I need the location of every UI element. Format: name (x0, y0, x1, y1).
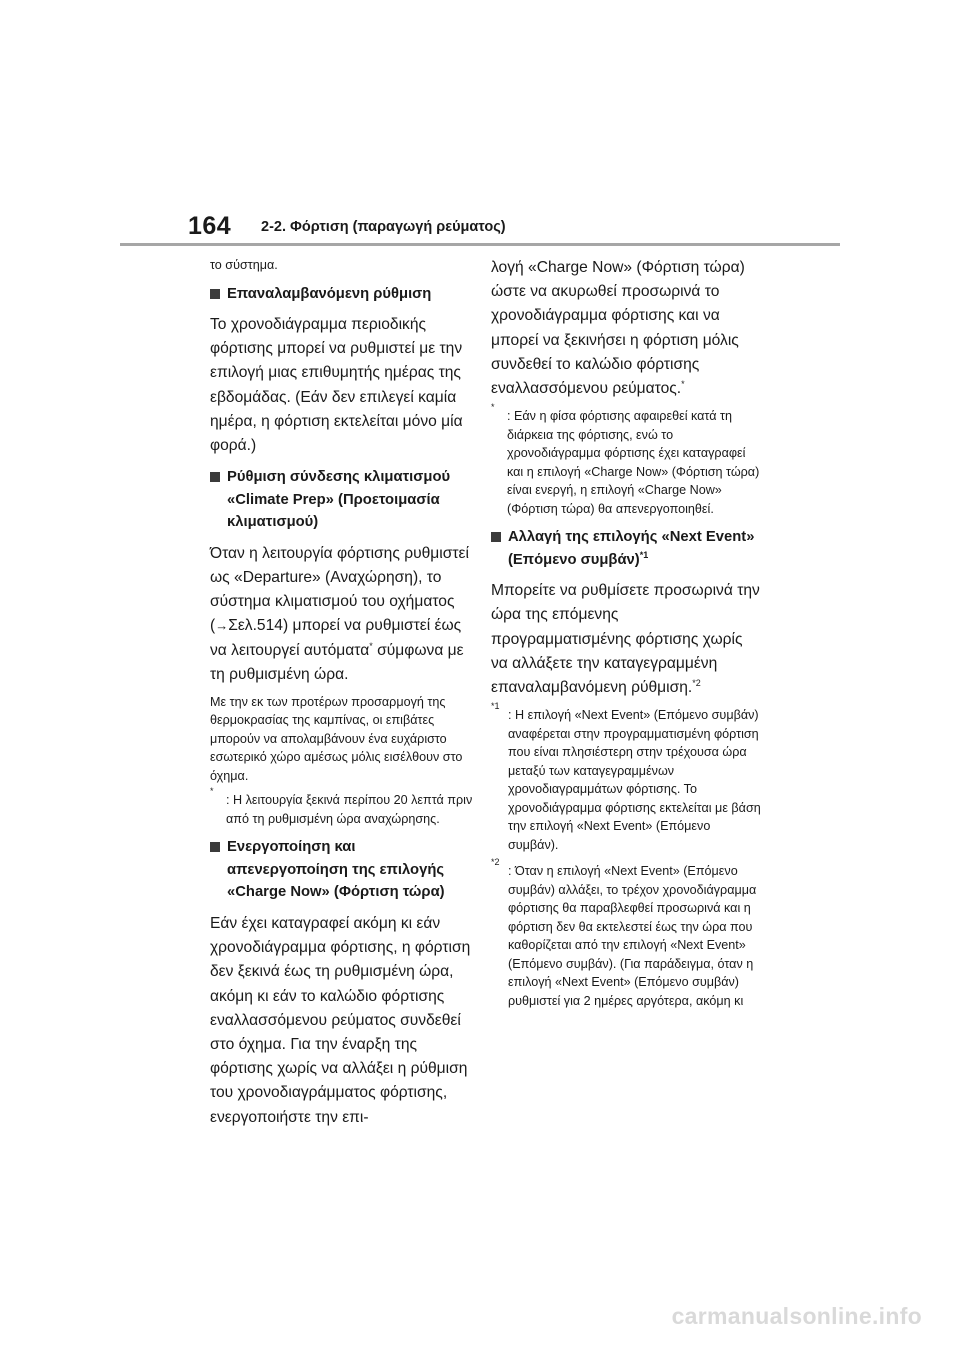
square-bullet-icon (491, 532, 501, 542)
footnote-text: : Εάν η φίσα φόρτισης αφαιρεθεί κατά τη διάρκεια της φόρτισης, ενώ το χρονοδιάγραμμα φόρτισης έχει καταγραφεί και η επιλογή «Charge Now» (Φόρτιση τώρα) είναι ενεργή, η επιλογή «Charge Now» (Φόρτιση τώρα) θα απενεργοποιηθεί. (507, 409, 760, 516)
heading-text: Επαναλαμβανόμενη ρύθμιση (227, 285, 432, 302)
footnote-text: : Όταν η επιλογή «Next Event» (Επόμενο συμβάν) αλλάξει, το τρέχον χρονοδιάγραμμα φόρτισης θα παραβλεφθεί προσωρινά και η φόρτιση δεν θα εκτελεστεί έως την ώρα που καθορίζεται από την επιλογή «Next Event» (Επόμενο συμβάν). (Για παράδειγμα, όταν η επιλογή «Next Event» (Επόμενο συμβάν) ρυθμιστεί για 2 ημέρες αργότερα, ακόμη κι (508, 864, 757, 1008)
text-segment: σύμφωνα με τη ρυθμισμένη ώρα. (210, 641, 464, 683)
heading-next-event (491, 526, 761, 571)
intro-text: το σύστημα. (210, 258, 278, 272)
square-bullet-icon (210, 842, 220, 852)
heading-text: Αλλαγή της επιλογής «Next Event» (Επόμενο συμβάν) (508, 529, 755, 568)
footnote-text: : Η λειτουργία ξεκινά περίπου 20 λεπτά πριν από τη ρυθμισμένη ώρα αναχώρησης. (226, 793, 473, 826)
footnote-marker: * (369, 640, 373, 651)
text-segment: ) μπορεί να ρυθμιστεί έως να λειτουργεί αυτόματα (210, 617, 462, 659)
footnote-marker: *2 (692, 677, 701, 688)
footnote-2: *2 : Όταν η επιλογή «Next Event» (Επόμενο συμβάν) αλλάξει, το τρέχον χρονοδιάγραμμα φόρτισης θα παραβλεφθεί προσωρινά και η φόρτιση δεν θα εκτελεστεί έως την ώρα που καθορίζεται από την επιλογή «Next Event» (Επόμενο συμβάν). (Για παράδειγμα, όταν η επιλογή «Next Event» (Επόμενο συμβάν) ρυθμιστεί για 2 ημέρες αργότερα, ακόμη κι (491, 857, 757, 1008)
text-segment: Μπορείτε να ρυθμίσετε προσωρινά την ώρα της επόμενης προγραμματισμένης φόρτισης χωρίς να αλλάξετε την καταγεγραμμένη επαναλαμβανόμενη ρύθμιση. (491, 582, 760, 697)
arrow-right-icon: → (215, 618, 229, 634)
footnote: * : Εάν η φίσα φόρτισης αφαιρεθεί κατά τη διάρκεια της φόρτισης, ενώ το χρονοδιάγραμμα φόρτισης έχει καταγραφεί και η επιλογή «Charge Now» (Φόρτιση τώρα) είναι ενεργή, η επιλογή «Charge Now» (Φόρτιση τώρα) θα απενεργοποιηθεί. (491, 402, 760, 516)
left-column (210, 256, 475, 1136)
page-number: 164 (188, 212, 232, 240)
page-reference-link[interactable]: Σελ.514 (228, 617, 283, 635)
right-column (491, 256, 761, 1018)
section-title: 2-2. Φόρτιση (παραγωγή ρεύματος) (261, 219, 506, 235)
footnote-text: : Η επιλογή «Next Event» (Επόμενο συμβάν) αναφέρεται στην προγραμματισμένη φόρτιση που είναι πλησιέστερη στην τρέχουσα ώρα μεταξύ των καταγεγραμμένων χρονοδιαγραμμάτων φόρτισης. Το χρονοδιάγραμμα φόρτισης εκτελείται με βάση την επιλογή «Next Event» (Επόμενο συμβάν). (508, 708, 761, 852)
square-bullet-icon (210, 289, 220, 299)
paragraph-cabin-temp: Με την εκ των προτέρων προσαρμογή της θερμοκρασίας της καμπίνας, οι επιβάτες μπορούν να απολαμβάνουν ένα ευχάριστο εσωτερικό χώρο αμέσως μόλις εισέλθουν στο όχημα. (210, 694, 463, 783)
paragraph-repeat: Το χρονοδιάγραμμα περιοδικής φόρτισης μπορεί να ρυθμιστεί με την επιλογή μιας επιθυμητής ημέρας της εβδομάδας. (Εάν δεν επιλεγεί καμία ημέρα, η φόρτιση εκτελείται μόνο μία φορά.) (210, 316, 463, 455)
paragraph-climate (210, 542, 475, 687)
heading-repeat-setting (210, 283, 475, 306)
footnote-marker: * (681, 378, 685, 389)
header-rule (120, 243, 840, 246)
text-segment: λογή «Charge Now» (Φόρτιση τώρα) ώστε να ακυρωθεί προσωρινά το χρονοδιάγραμμα φόρτισης και να μπορεί να ξεκινήσει η φόρτιση μόλις συνδεθεί το καλώδιο φόρτισης εναλλασσόμενου ρεύματος. (491, 259, 745, 398)
heading-climate-prep (210, 466, 475, 534)
paragraph-charge-now-cont (491, 256, 761, 401)
footnote-1: *1 : Η επιλογή «Next Event» (Επόμενο συμβάν) αναφέρεται στην προγραμματισμένη φόρτιση που είναι πλησιέστερη στην τρέχουσα ώρα μεταξύ των καταγεγραμμένων χρονοδιαγραμμάτων φόρτισης. Το χρονοδιάγραμμα φόρτισης εκτελείται με βάση την επιλογή «Next Event» (Επόμενο συμβάν). (491, 701, 761, 852)
text-segment: Όταν η λειτουργία φόρτισης ρυθμιστεί ως «Departure» (Αναχώρηση), το σύστημα κλιματισμού του οχήματος ( (210, 544, 469, 635)
heading-charge-now (210, 836, 475, 904)
footnote: * : Η λειτουργία ξεκινά περίπου 20 λεπτά πριν από τη ρυθμισμένη ώρα αναχώρησης. (210, 786, 473, 826)
heading-text: Ρύθμιση σύνδεσης κλιματισμού «Climate Prep» (Προετοιμασία κλιματισμού) (227, 469, 451, 531)
heading-text: Ενεργοποίηση και απενεργοποίηση της επιλογής «Charge Now» (Φόρτιση τώρα) (227, 839, 445, 901)
paragraph-charge-now: Εάν έχει καταγραφεί ακόμη κι εάν χρονοδιάγραμμα φόρτισης, η φόρτιση δεν ξεκινά έως τη ρυθμισμένη ώρα, ακόμη κι εάν το καλώδιο φόρτισης εναλλασσόμενου ρεύματος συνδεθεί στο όχημα. Για την έναρξη της φόρτισης χωρίς να αλλάξει η ρύθμιση του χρονοδιαγράμματος φόρτισης, ενεργοποιήστε την επι- (210, 914, 471, 1126)
footnote-marker: *1 (639, 549, 649, 560)
watermark-text: carmanualsonline.info (671, 1303, 922, 1329)
paragraph-next-event (491, 579, 761, 700)
square-bullet-icon (210, 472, 220, 482)
